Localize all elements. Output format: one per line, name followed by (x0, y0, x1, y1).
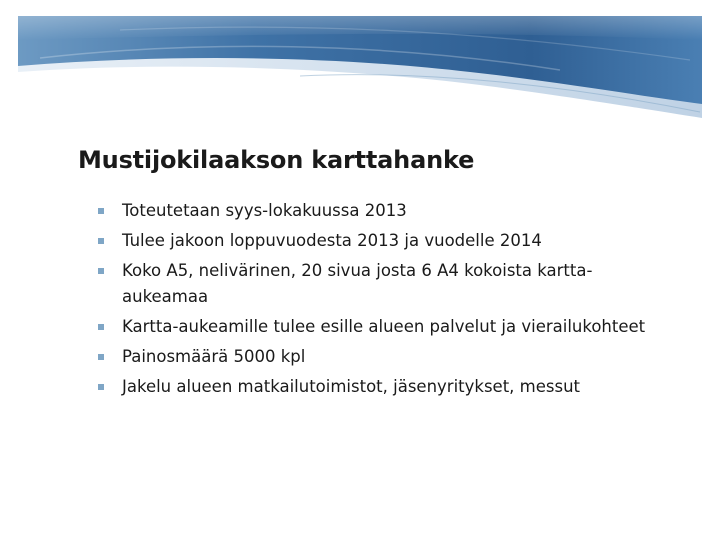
square-bullet-icon (98, 208, 104, 214)
bullet-item (98, 344, 678, 370)
slide-title: Mustijokilaakson karttahanke (78, 146, 475, 174)
square-bullet-icon (98, 384, 104, 390)
bullet-list (98, 198, 678, 404)
bullet-text: Jakelu alueen matkailutoimistot, jäsenyritykset, messut (122, 377, 580, 396)
square-bullet-icon (98, 324, 104, 330)
bullet-text: Toteutetaan syys-lokakuussa 2013 (122, 201, 407, 220)
bullet-text: Koko A5, nelivärinen, 20 sivua josta 6 A4 kokoista kartta-aukeamaa (122, 261, 593, 306)
bullet-item (98, 198, 678, 224)
bullet-item (98, 374, 678, 400)
bullet-text: Painosmäärä 5000 kpl (122, 347, 306, 366)
square-bullet-icon (98, 354, 104, 360)
bullet-item (98, 228, 678, 254)
square-bullet-icon (98, 238, 104, 244)
bullet-item (98, 258, 678, 310)
bullet-text: Tulee jakoon loppuvuodesta 2013 ja vuodelle 2014 (122, 231, 542, 250)
square-bullet-icon (98, 268, 104, 274)
header-wave-banner (0, 0, 720, 140)
bullet-text: Kartta-aukeamille tulee esille alueen palvelut ja vierailukohteet (122, 317, 646, 336)
bullet-item (98, 314, 678, 340)
